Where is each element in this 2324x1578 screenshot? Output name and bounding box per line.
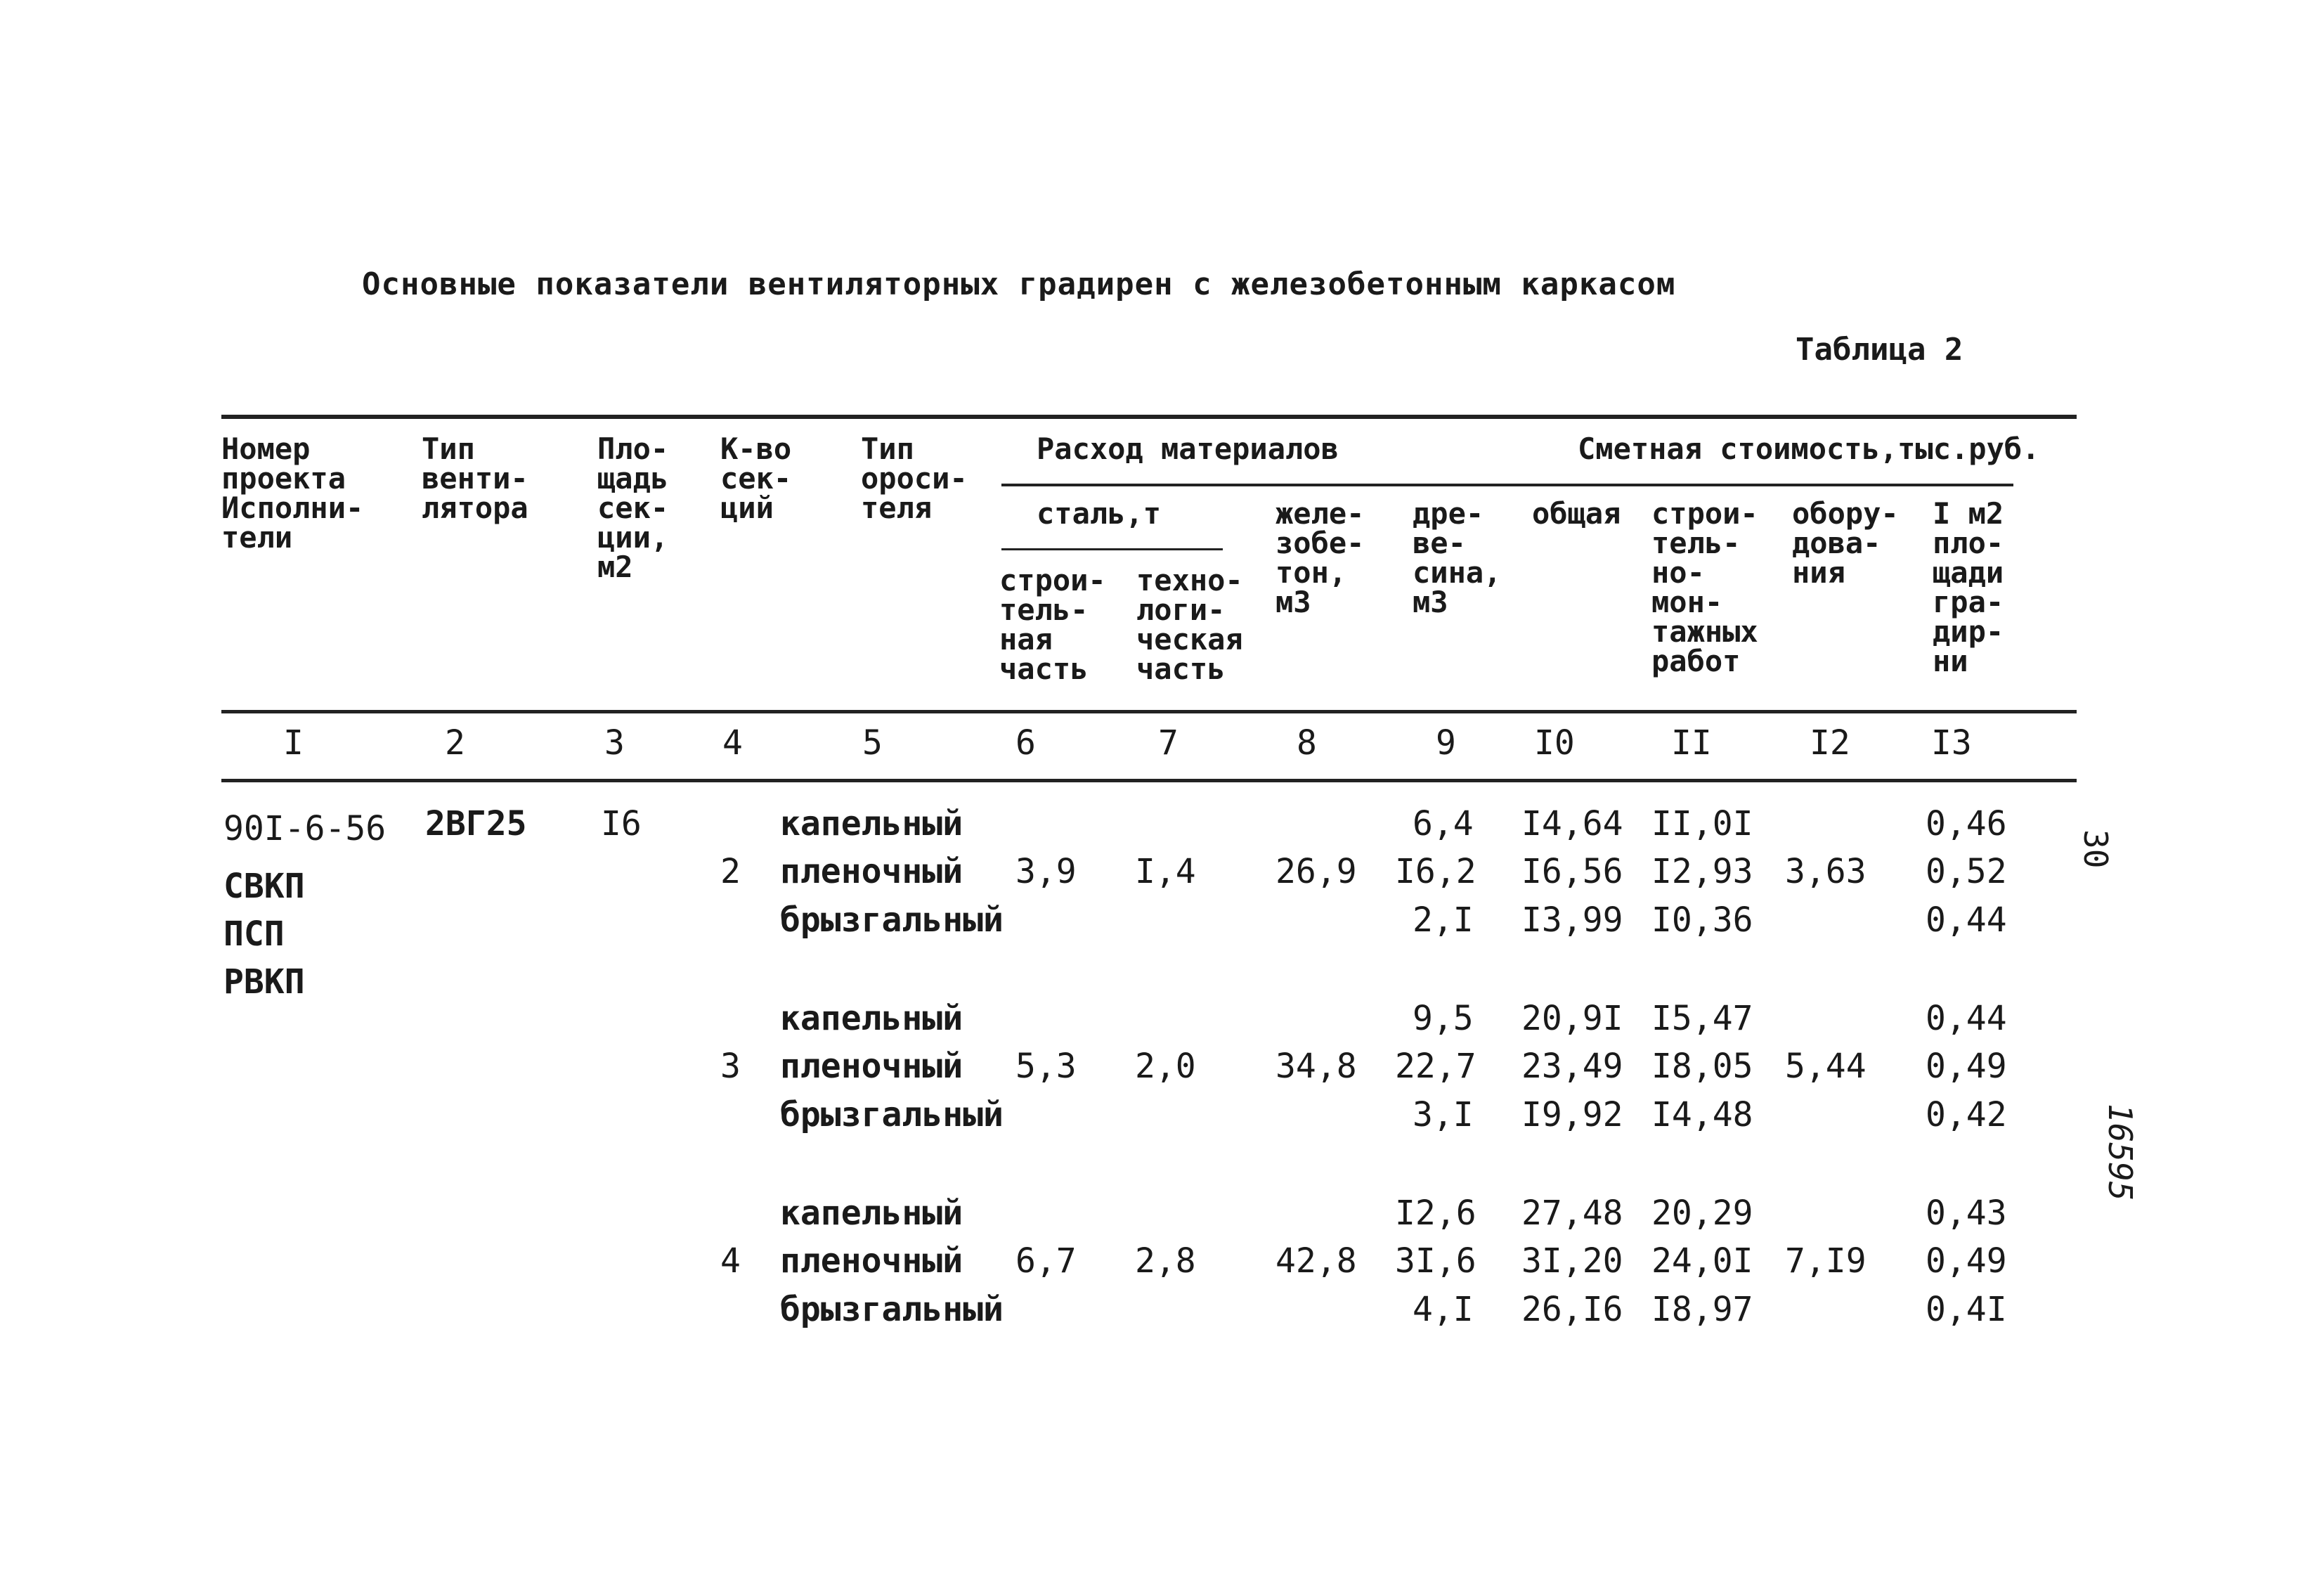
per-m2-cost: 0,43 (1926, 1194, 2007, 1233)
total-cost: 20,9I (1521, 999, 1623, 1038)
wood: 2,I (1413, 900, 1474, 940)
per-m2-cost: 0,49 (1926, 1047, 2007, 1086)
construction-cost: I4,48 (1651, 1095, 1753, 1134)
header-sprinkler-type: Тип ороси- теля (861, 432, 968, 525)
total-cost: I3,99 (1521, 900, 1623, 940)
total-cost: 23,49 (1521, 1047, 1623, 1086)
total-cost: I6,56 (1521, 852, 1623, 891)
wood: 3,I (1413, 1095, 1474, 1134)
sprinkler-type: капельный (780, 999, 963, 1038)
header-section-area: Пло- щадь сек- ции, м2 (597, 432, 669, 584)
header-steel: сталь,т (1037, 496, 1162, 531)
total-cost: 27,48 (1521, 1194, 1623, 1233)
numbers-bottom-rule (221, 779, 2077, 782)
sprinkler-type: пленочный (780, 1047, 963, 1086)
sprinkler-type: брызгальный (780, 900, 1004, 940)
section-area: I6 (601, 804, 642, 843)
wood: 4,I (1413, 1290, 1474, 1329)
executor: СВКП (223, 867, 305, 906)
steel-tech: 2,0 (1135, 1047, 1196, 1086)
per-m2-cost: 0,4I (1926, 1290, 2007, 1329)
table-top-rule (221, 415, 2077, 419)
page-number-note: 30 (2077, 829, 2115, 869)
per-m2-cost: 0,49 (1926, 1241, 2007, 1281)
construction-cost: II,0I (1651, 804, 1753, 843)
equipment-cost: 5,44 (1785, 1047, 1867, 1086)
column-number: I3 (1931, 723, 1972, 763)
sprinkler-type: пленочный (780, 852, 963, 891)
sprinkler-type: брызгальный (780, 1290, 1004, 1329)
construction-cost: I8,05 (1651, 1047, 1753, 1086)
fan-type: 2ВГ25 (425, 804, 527, 843)
steel-build: 5,3 (1015, 1047, 1077, 1086)
header-construction-cost: строи- тель- но- мон- тажных работ (1651, 496, 1758, 678)
wood: I6,2 (1395, 852, 1476, 891)
per-m2-cost: 0,52 (1926, 852, 2007, 891)
sprinkler-type: брызгальный (780, 1095, 1004, 1134)
column-number: 9 (1436, 723, 1456, 763)
wood: 3I,6 (1395, 1241, 1476, 1281)
header-cost: Сметная стоимость,тыс.руб. (1578, 432, 2040, 466)
total-cost: 3I,20 (1521, 1241, 1623, 1281)
wood: I2,6 (1395, 1194, 1476, 1233)
per-m2-cost: 0,46 (1926, 804, 2007, 843)
header-wood: дре- ве- сина, м3 (1413, 496, 1502, 619)
column-number: 8 (1297, 723, 1317, 763)
wood: 9,5 (1413, 999, 1474, 1038)
total-cost: I4,64 (1521, 804, 1623, 843)
equipment-cost: 3,63 (1785, 852, 1867, 891)
column-number: I2 (1810, 723, 1850, 763)
sprinkler-type: пленочный (780, 1241, 963, 1281)
executor: ПСП (223, 914, 285, 954)
column-number: 7 (1158, 723, 1179, 763)
column-number: 6 (1015, 723, 1036, 763)
column-number: 3 (604, 723, 625, 763)
column-number: I0 (1534, 723, 1575, 763)
header-equipment-cost: обору- дова- ния (1792, 496, 1899, 590)
steel-build: 6,7 (1015, 1241, 1077, 1281)
steel-tech: 2,8 (1135, 1241, 1196, 1281)
header-materials: Расход материалов (1037, 432, 1339, 466)
wood: 6,4 (1413, 804, 1474, 843)
column-number: II (1671, 723, 1712, 763)
concrete: 42,8 (1275, 1241, 1357, 1281)
concrete: 34,8 (1275, 1047, 1357, 1086)
per-m2-cost: 0,42 (1926, 1095, 2007, 1134)
header-section-count: К-во сек- ций (720, 432, 792, 525)
project-number: 90I-6-56 (223, 809, 387, 848)
construction-cost: 24,0I (1651, 1241, 1753, 1281)
column-number: 5 (862, 723, 883, 763)
group-underline (1001, 484, 2013, 486)
header-bottom-rule (221, 710, 2077, 713)
sprinkler-type: капельный (780, 1194, 963, 1233)
header-project-number: Номер проекта Исполни- тели (221, 432, 364, 555)
construction-cost: 20,29 (1651, 1194, 1753, 1233)
steel-underline (1001, 548, 1223, 550)
header-fan-type: Тип венти- лятора (422, 432, 528, 525)
sprinkler-type: капельный (780, 804, 963, 843)
total-cost: 26,I6 (1521, 1290, 1623, 1329)
steel-build: 3,9 (1015, 852, 1077, 891)
per-m2-cost: 0,44 (1926, 900, 2007, 940)
column-number: 4 (722, 723, 743, 763)
equipment-cost: 7,I9 (1785, 1241, 1867, 1281)
header-total-cost: общая (1532, 496, 1621, 531)
header-steel-build: строи- тель- ная часть (999, 563, 1106, 686)
header-per-m2-cost: I м2 пло- щади гра- дир- ни (1933, 496, 2004, 678)
section-count: 4 (720, 1241, 741, 1281)
column-number: 2 (445, 723, 465, 763)
header-steel-tech: техно- логи- ческая часть (1136, 563, 1243, 686)
code-note: 16595 (2101, 1104, 2139, 1201)
wood: 22,7 (1395, 1047, 1476, 1086)
construction-cost: I5,47 (1651, 999, 1753, 1038)
steel-tech: I,4 (1135, 852, 1196, 891)
column-number: I (283, 723, 304, 763)
header-concrete: желе- зобе- тон, м3 (1275, 496, 1365, 619)
construction-cost: I2,93 (1651, 852, 1753, 891)
table-label: Таблица 2 (1796, 332, 1963, 368)
per-m2-cost: 0,44 (1926, 999, 2007, 1038)
page-title: Основные показатели вентиляторных градирен с железобетонным каркасом (362, 266, 1676, 302)
section-count: 3 (720, 1047, 741, 1086)
construction-cost: I0,36 (1651, 900, 1753, 940)
total-cost: I9,92 (1521, 1095, 1623, 1134)
construction-cost: I8,97 (1651, 1290, 1753, 1329)
section-count: 2 (720, 852, 741, 891)
concrete: 26,9 (1275, 852, 1357, 891)
executor: РВКП (223, 962, 305, 1002)
